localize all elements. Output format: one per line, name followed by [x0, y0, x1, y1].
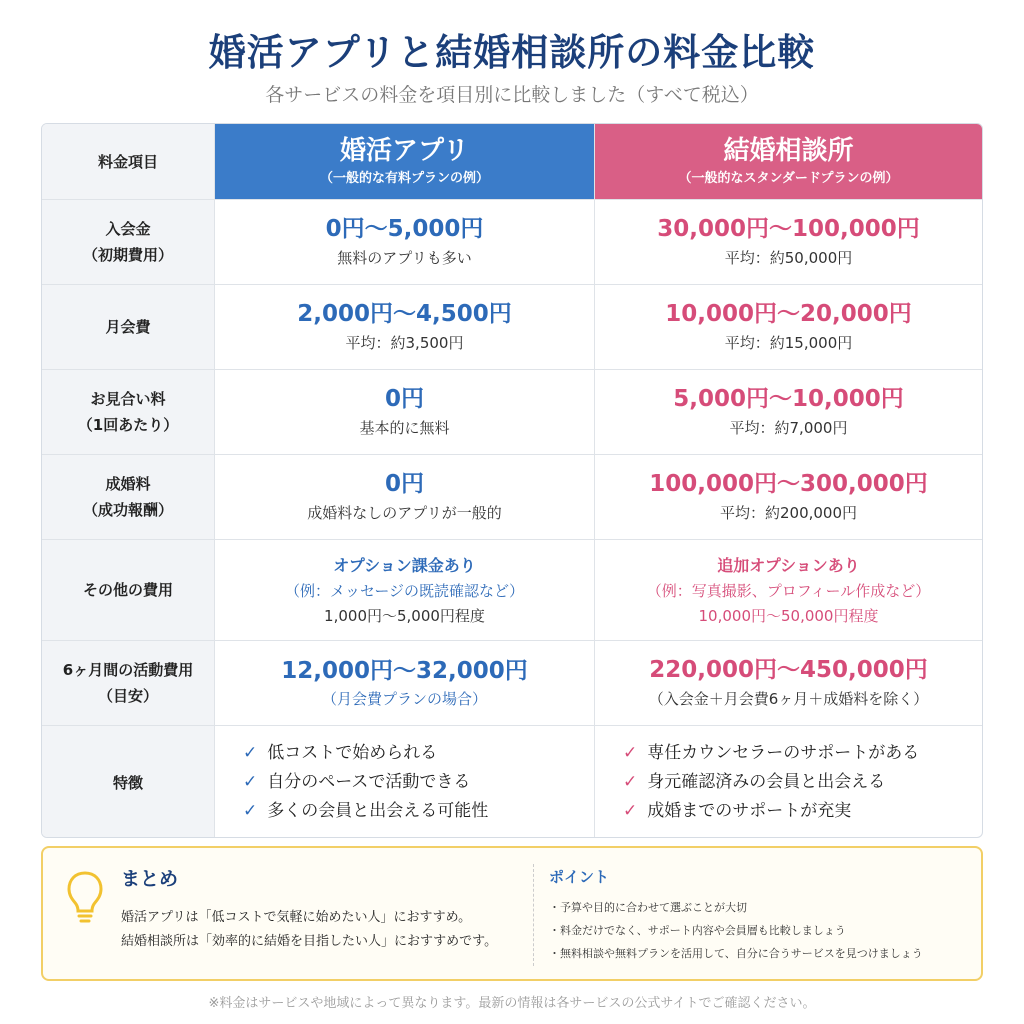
point-line: ・予算や目的に合わせて選ぶことが大切	[549, 901, 747, 914]
app-monthly-price: 2,000円～4,500円	[297, 301, 512, 327]
app-feature-text: 多くの会員と出会える可能性	[267, 801, 489, 821]
sodan-monthly-cell	[595, 285, 982, 369]
sodan-six-months-note: （入会金＋月会費6ヶ月＋成婚料を除く）	[648, 690, 929, 708]
sodan-omiai-note: 平均：約7,000円	[729, 419, 848, 437]
app-seikon-price: 0円	[384, 471, 424, 497]
summary-line: 婚活アプリは「低コストで気軽に始めたい人」におすすめ。	[121, 910, 472, 925]
page-title: 婚活アプリと結婚相談所の料金比較	[208, 31, 816, 74]
app-seikon-cell	[215, 455, 595, 539]
point-line: ・無料相談や無料プランを活用して、自分に合うサービスを見つけましょう	[549, 947, 923, 960]
table-header-row	[42, 124, 982, 200]
table-row-features	[42, 726, 982, 838]
row-label-main: その他の費用	[82, 581, 173, 599]
row-label-main: 6ヶ月間の活動費用	[62, 661, 194, 679]
app-feature-item	[243, 739, 437, 768]
header-label	[42, 124, 215, 199]
comparison-table	[41, 123, 983, 838]
app-other-cell	[215, 540, 595, 640]
app-feature-item	[243, 768, 470, 797]
sodan-six-months-price: 220,000円～450,000円	[649, 657, 928, 683]
sodan-features-cell	[595, 726, 982, 838]
summary-box	[41, 846, 983, 981]
app-other-example: （例：メッセージの既読確認など）	[284, 581, 525, 600]
table-row-monthly	[42, 285, 982, 370]
app-other-range: 1,000円～5,000円程度	[324, 606, 485, 625]
header-app-title: 婚活アプリ	[340, 135, 469, 166]
app-monthly-cell	[215, 285, 595, 369]
sodan-monthly-price: 10,000円～20,000円	[665, 301, 912, 327]
row-label-main: 入会金	[105, 220, 151, 238]
sodan-six-months-cell	[595, 641, 982, 725]
row-label-main: 月会費	[105, 318, 151, 336]
row-label-main: お見合い料	[90, 390, 166, 408]
row-label-sub: （目安）	[97, 687, 158, 705]
header-label-text: 料金項目	[97, 152, 158, 171]
app-feature-item	[243, 797, 488, 826]
app-monthly-note: 平均：約3,500円	[345, 334, 464, 352]
app-features-cell	[215, 726, 595, 838]
row-label-sub: （初期費用）	[82, 246, 173, 264]
lightbulb-icon	[65, 870, 105, 926]
app-admission-note: 無料のアプリも多い	[337, 249, 472, 267]
table-row-six-months	[42, 641, 982, 726]
sodan-other-title: 追加オプションあり	[717, 555, 860, 575]
check-icon: ✓	[243, 772, 258, 792]
row-label-sub: （1回あたり）	[77, 416, 179, 434]
row-label-monthly	[42, 285, 215, 369]
row-label-omiai	[42, 370, 215, 454]
check-icon: ✓	[243, 743, 258, 763]
app-omiai-note: 基本的に無料	[359, 419, 450, 437]
app-omiai-cell	[215, 370, 595, 454]
app-six-months-note: （月会費プランの場合）	[321, 689, 487, 708]
app-six-months-price: 12,000円～32,000円	[281, 657, 528, 684]
check-icon: ✓	[243, 801, 258, 821]
sodan-admission-cell	[595, 200, 982, 284]
sodan-admission-note: 平均：約50,000円	[724, 249, 853, 267]
header-app-subtitle: （一般的な有料プランの例）	[319, 170, 489, 186]
summary-line: 結婚相談所は「効率的に結婚を目指したい人」におすすめです。	[121, 934, 498, 949]
sodan-other-example: （例：写真撮影、プロフィール作成など）	[646, 581, 931, 600]
sodan-feature-item	[623, 739, 919, 768]
point-title: ポイント	[549, 868, 610, 886]
row-label-main: 特徴	[112, 773, 143, 792]
table-row-seikon	[42, 455, 982, 540]
row-label-six-months	[42, 641, 215, 725]
table-row-other	[42, 540, 982, 641]
summary-divider	[533, 864, 534, 966]
app-six-months-cell	[215, 641, 595, 725]
footer-note: ※料金はサービスや地域によって異なります。最新の情報は各サービスの公式サイトでご確認ください。	[208, 996, 816, 1011]
app-admission-cell	[215, 200, 595, 284]
row-label-sub: （成功報酬）	[82, 501, 173, 519]
table-row-admission	[42, 200, 982, 285]
sodan-other-cell	[595, 540, 982, 640]
sodan-feature-text: 成婚までのサポートが充実	[647, 801, 852, 821]
header-sodan-title: 結婚相談所	[723, 135, 854, 166]
point-line: ・料金だけでなく、サポート内容や会員層も比較しましょう	[549, 924, 846, 937]
row-label-admission	[42, 200, 215, 284]
sodan-feature-text: 身元確認済みの会員と出会える	[647, 772, 886, 792]
header-sodan	[595, 124, 982, 199]
sodan-feature-text: 専任カウンセラーのサポートがある	[647, 743, 920, 763]
app-admission-price: 0円～5,000円	[325, 216, 484, 242]
check-icon: ✓	[623, 772, 638, 792]
app-other-title: オプション課金あり	[333, 555, 476, 575]
app-seikon-note: 成婚料なしのアプリが一般的	[307, 504, 502, 522]
sodan-seikon-note: 平均：約200,000円	[719, 504, 858, 522]
sodan-other-range: 10,000円～50,000円程度	[698, 606, 879, 625]
sodan-monthly-note: 平均：約15,000円	[724, 334, 853, 352]
row-label-seikon	[42, 455, 215, 539]
page-subtitle: 各サービスの料金を項目別に比較しました（すべて税込）	[265, 84, 759, 106]
row-label-other	[42, 540, 215, 640]
sodan-feature-item	[623, 797, 851, 826]
sodan-seikon-cell	[595, 455, 982, 539]
sodan-omiai-cell	[595, 370, 982, 454]
row-label-main: 成婚料	[105, 475, 151, 493]
summary-title: まとめ	[121, 868, 179, 890]
header-app	[215, 124, 595, 199]
sodan-feature-item	[623, 768, 885, 797]
app-feature-text: 自分のペースで活動できる	[267, 772, 471, 792]
header-sodan-subtitle: （一般的なスタンダードプランの例）	[678, 170, 899, 186]
sodan-admission-price: 30,000円～100,000円	[657, 216, 920, 242]
sodan-omiai-price: 5,000円～10,000円	[673, 386, 904, 412]
app-omiai-price: 0円	[384, 386, 424, 412]
check-icon: ✓	[623, 743, 638, 763]
check-icon: ✓	[623, 801, 638, 821]
row-label-features	[42, 726, 215, 838]
table-row-omiai	[42, 370, 982, 455]
sodan-seikon-price: 100,000円～300,000円	[649, 471, 928, 497]
app-feature-text: 低コストで始められる	[267, 743, 438, 763]
